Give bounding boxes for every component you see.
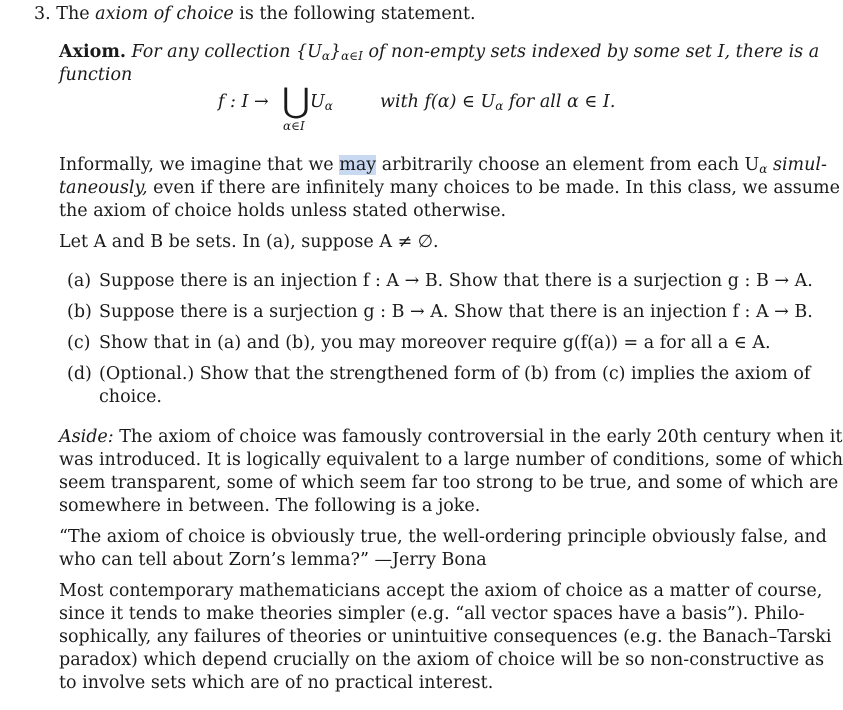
axiom-line-1 xyxy=(59,41,819,67)
axiom-sub-index: α∈I xyxy=(341,49,363,63)
closing-line-1: Most contemporary mathematicians accept the axiom of choice as a matter of course, xyxy=(59,581,823,601)
problem-term: axiom of choice xyxy=(95,4,234,24)
axiom-sub-alpha: α xyxy=(321,49,331,63)
informal-italic: taneously, xyxy=(59,178,148,198)
bigcup-symbol: ⋃ xyxy=(282,81,310,121)
formula-u-sub: α xyxy=(324,99,333,113)
axiom-brace: } xyxy=(330,42,342,62)
aside-text-1: The axiom of choice was famously controversial in the early 20th century when it xyxy=(113,427,843,447)
part-d-text-2: choice. xyxy=(99,387,162,407)
axiom-line-2: function xyxy=(59,65,133,85)
aside-line-1 xyxy=(59,426,842,448)
closing-line-5: to involve sets which are of no practical interest. xyxy=(59,673,494,693)
problem-number: 3. xyxy=(34,4,51,24)
aside-line-2: was introduced. It is logically equivalent to a large number of conditions, some of which xyxy=(59,450,843,470)
formula-left: f : I → xyxy=(218,92,269,112)
aside-line-4: somewhere in between. The following is a joke. xyxy=(59,496,481,516)
part-d-text: (Optional.) Show that the strengthened form of (b) from (c) implies the axiom of xyxy=(99,364,811,384)
quote-line-2: who can tell about Zorn’s lemma?” —Jerry Bona xyxy=(59,550,487,570)
informal-line-3: the axiom of choice holds unless stated otherwise. xyxy=(59,201,507,221)
let-line: Let A and B be sets. In (a), suppose A ≠ ∅. xyxy=(59,232,439,252)
problem-intro-pre: The xyxy=(56,4,96,24)
informal-sub: α xyxy=(759,162,768,176)
part-b-text: Suppose there is a surjection g : B → A. Show that there is an injection f : A → B. xyxy=(99,302,813,322)
problem-heading xyxy=(34,3,476,25)
formula-right xyxy=(380,91,615,117)
problem-intro-post: is the following statement. xyxy=(233,4,476,24)
aside-label: Aside: xyxy=(59,427,114,447)
informal-text-1-mid: arbitrarily choose an element from each U xyxy=(376,155,760,175)
part-a-text: Suppose there is an injection f : A → B. Show that there is a surjection g : B → A. xyxy=(99,271,813,291)
formula-right-end: for all α ∈ I. xyxy=(503,92,616,112)
closing-line-4: paradox) which depend crucially on the axiom of choice will be so non-constructive as xyxy=(59,650,825,670)
closing-line-3: sophically, any failures of theories or unintuitive consequences (e.g. the Banach–Tarski xyxy=(59,627,832,647)
aside-line-3: seem transparent, some of which seem far too strong to be true, and some of which are xyxy=(59,473,839,493)
informal-text-2: even if there are infinitely many choices to be made. In this class, we assume xyxy=(147,178,840,198)
formula-u xyxy=(310,91,333,117)
quote-line-1: “The axiom of choice is obviously true, the well-ordering principle obviously false, and xyxy=(59,527,827,547)
highlighted-word[interactable]: may xyxy=(339,155,377,175)
part-d-label: (d) xyxy=(67,364,92,384)
closing-line-2: since it tends to make theories simpler (e.g. “all vector spaces have a basis”). Philo- xyxy=(59,604,805,624)
part-c-label: (c) xyxy=(67,333,91,353)
part-b-label: (b) xyxy=(67,302,92,322)
part-c-text: Show that in (a) and (b), you may moreover require g(f(a)) = a for all a ∈ A. xyxy=(99,333,771,353)
axiom-text-1: For any collection {U xyxy=(131,42,322,62)
formula-right-sub: α xyxy=(495,99,504,113)
part-a-label: (a) xyxy=(67,271,92,291)
informal-text-1-end: simul- xyxy=(767,155,827,175)
axiom-label: Axiom. xyxy=(59,42,126,62)
formula-right-text: with f(α) ∈ U xyxy=(380,92,496,112)
bigcup-index: α∈I xyxy=(283,119,305,133)
informal-line-2 xyxy=(59,177,840,199)
formula-u-letter: U xyxy=(310,92,325,112)
axiom-text-1-post: of non-empty sets indexed by some set I, there is a xyxy=(362,42,820,62)
informal-text-1: Informally, we imagine that we xyxy=(59,155,340,175)
